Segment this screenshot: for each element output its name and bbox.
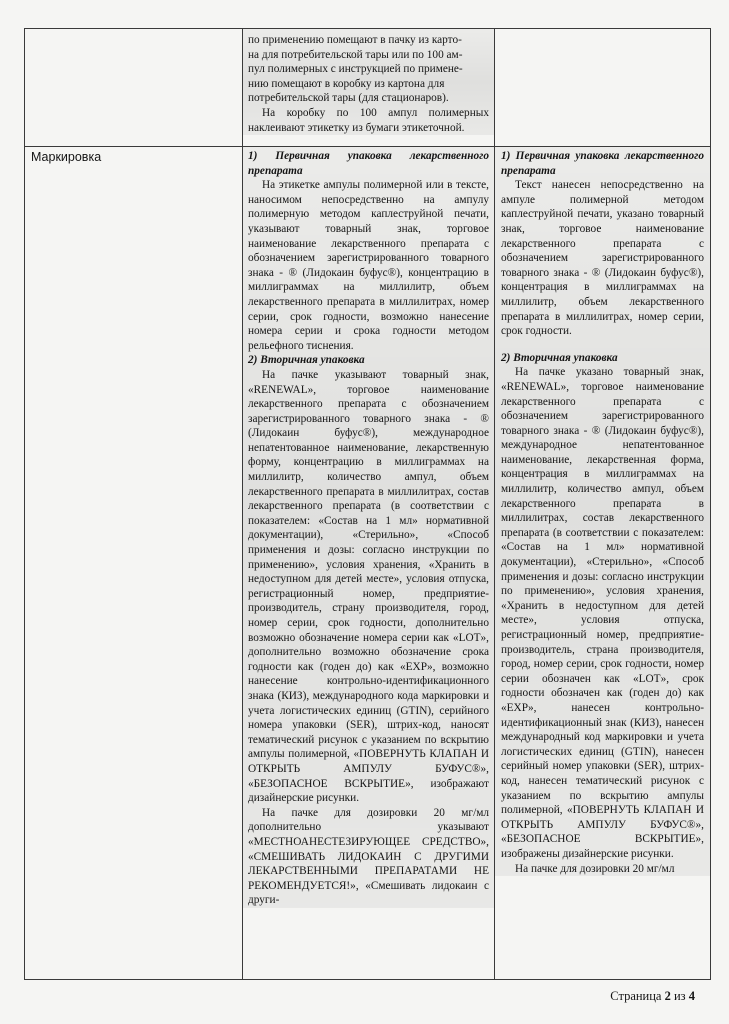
- secondary-packaging-heading: 2) Вторичная упаковка: [501, 351, 618, 364]
- table-cell-empty-label: [25, 29, 243, 147]
- continuation-line: на для потребительской тары или по 100 ам-: [248, 48, 463, 61]
- packaging-continuation: [243, 29, 494, 135]
- requirement-text: [243, 147, 494, 908]
- continuation-line: пул полимерных с инструкцией по примене-: [248, 63, 463, 76]
- continuation-paragraph: На коробку по 100 ампул полимерных наклеивают этикетку из бумаги этикеточной.: [248, 106, 489, 134]
- table-cell-result: [495, 147, 711, 980]
- table-row: [25, 147, 711, 980]
- table-cell-label: [25, 147, 243, 980]
- dosage-note-text: На пачке для дозировки 20 мг/мл: [515, 862, 675, 875]
- primary-packaging-text: Текст нанесен непосредственно на ампуле полимерной методом каплеструйной печати, указано товарный знак, торговое наименование лекарственного препарата с обозначением зарегистрированного товарного знака - ® (Лидокаин буфус®), концентрация в миллиграммах на миллилитр, объем лекарственного препарата в миллилитрах, номер серии, срок годности.: [501, 179, 704, 338]
- continuation-line: потребительской тары (для стационаров).: [248, 92, 449, 105]
- secondary-packaging-text: На пачке указано товарный знак, «RENEWAL», торговое наименование лекарственного препарата с обозначением зарегистрированного товарного знака - ® (Лидокаин буфус®), международное непатентованное наименование, лекарственная форма, концентрация в миллиграммах на миллилитр, количество ампул, объем лекарственного препарата в миллилитрах, состав лекарственного препарата (в соответствии с показателем: «Состав на 1 мл» нормативной документации), «Стерильно», «Способ применения и дозы: согласно инструкции по применению», условия хранения, «Хранить в недоступном для детей месте», условия отпуска, регистрационный номер, предприятие-производитель, страна производителя, город, номер серии, срок годности, номер серии обозначен как «LOT», срок годности обозначен как (годен до) как «EXP», нанесен контрольно-идентификационный знак (КИЗ), нанесен международный код маркировки и учета логистических единиц (GTIN), нанесен серийный номер упаковки (SER), штрих-код, нанесен тематический рисунок с указанием по вскрытию ампулы полимерной, «ПОВЕРНУТЬ КЛАПАН И ОТКРЫТЬ АМПУЛУ БУФУС®», «БЕЗОПАСНОЕ ВСКРЫТИЕ», изображены дизайнерские рисунки.: [501, 366, 704, 860]
- result-text: [495, 147, 710, 876]
- page-number: 2: [664, 989, 671, 1003]
- row-label-marking: Маркировка: [31, 150, 102, 164]
- total-pages: 4: [688, 989, 695, 1003]
- primary-packaging-heading: 1) Первичная упаковка лекарственного препарата: [501, 150, 704, 177]
- continuation-line: по применению помещают в пачку из карто-: [248, 34, 462, 46]
- primary-packaging-heading: 1) Первичная упаковка лекарственного препарата: [248, 150, 489, 177]
- of-word: из: [673, 989, 686, 1003]
- specification-table: [24, 28, 711, 980]
- primary-packaging-text: На этикетке ампулы полимерной или в тексте, наносимом непосредственно на ампулу полимерную методом каплеструйной печати, указывают товарный знак, торговое наименование лекарственного препарата с обозначением зарегистрированного товарного знака - ® (Лидокаин буфус®), концентрацию в миллиграммах на миллилитр, объем лекарственного препарата в миллилитрах, номер серии, срок годности, возможно нанесение номера серии и срока годности методом рельефного тиснения.: [248, 179, 489, 352]
- table-cell-continuation: [243, 29, 495, 147]
- page-word: Страница: [610, 989, 662, 1003]
- table-row: [25, 29, 711, 147]
- page-footer: [610, 989, 695, 1004]
- continuation-line: нию помещают в коробку из картона для: [248, 77, 445, 90]
- table-cell-requirement: [243, 147, 495, 980]
- table-cell-empty-right: [495, 29, 711, 147]
- secondary-packaging-text: На пачке указывают товарный знак, «RENEWAL», торговое наименование лекарственного препарата с обозначением зарегистрированного товарного знака - ® (Лидокаин буфус®), международное непатентованное наименование, лекарственную форму, концентрацию в миллиграммах на миллилитр, количество ампул, объем лекарственного препарата в миллилитрах, состав лекарственного препарата (в соответствии с показателем: «Состав на 1 мл» нормативной документации), «Стерильно», «Способ применения и дозы: согласно инструкции по применению», условия хранения, «Хранить в недоступном для детей месте», условия отпуска, регистрационный номер, предприятие-производитель, страну производителя, город, номер серии, срок годности, дополнительно возможно обозначение номера серии как «LOT», дополнительно возможно обозначение срока годности как (годен до) как «EXP», возможно нанесение контрольно-идентификационного знака (КИЗ), международного кода маркировки и учета логистических единиц (GTIN), серийного номера упаковки (SER), штрих-код, наносят тематический рисунок с указанием по вскрытию ампулы полимерной, «ПОВЕРНУТЬ КЛАПАН И ОТКРЫТЬ АМПУЛУ БУФУС®», «БЕЗОПАСНОЕ ВСКРЫТИЕ», изображают дизайнерские рисунки.: [248, 368, 489, 805]
- dosage-note-text: На пачке для дозировки 20 мг/мл дополнительно указывают «МЕСТНОАНЕСТЕЗИРУЮЩЕЕ СРЕДСТВО», «СМЕШИВАТЬ ЛИДОКАИН С ДРУГИМИ ЛЕКАРСТВЕННЫМИ ПРЕПАРАТАМИ НЕ РЕКОМЕНДУЕТСЯ!», «Смешивать лидокаин с други-: [248, 806, 489, 907]
- secondary-packaging-heading: 2) Вторичная упаковка: [248, 354, 365, 367]
